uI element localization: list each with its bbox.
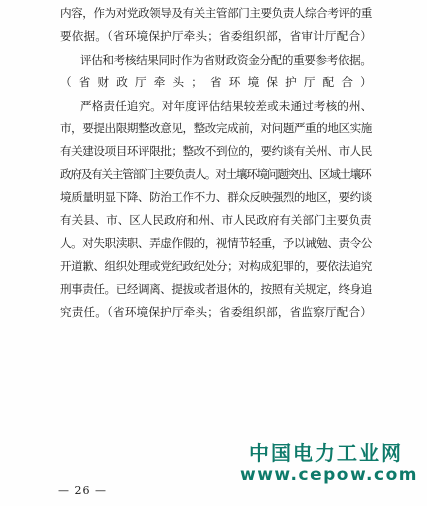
body-text-line: 要依据。（省环境保护厅牵头；省委组织部，省审计厅配合）: [60, 29, 373, 43]
body-text-line: 境质量明显下降、防治工作不力、群众反映强烈的地区，要约谈: [60, 190, 372, 204]
body-text-line: 究责任。（省环境保护厅牵头；省委组织部，省监察厅配合）: [60, 305, 373, 319]
watermark-url: www.cepow.com: [240, 465, 418, 485]
body-text-line: 开道歉、组织处理或党纪政纪处分；对构成犯罪的，要依法追究: [60, 259, 372, 273]
body-text-line: 内容，作为对党政领导及有关主管部门主要负责人综合考评的重: [60, 6, 372, 20]
body-text-line: 人。对失职渎职、弄虚作假的，视情节轻重，予以诫勉、责令公: [60, 236, 372, 250]
body-text-line: 评估和考核结果同时作为省财政资金分配的重要参考依据。: [80, 53, 372, 67]
section-heading-line: 严格责任追究。对年度评估结果较差或未通过考核的州、: [80, 99, 373, 113]
page-number: — 26 —: [58, 484, 107, 497]
body-text-line: 市，要提出限期整改意见，整改完成前，对问题严重的地区实施: [60, 121, 372, 135]
body-text-line: 政府及有关主管部门主要负责人。对土壤环境问题突出、区域土壤环: [60, 167, 371, 181]
body-text-line: 有关县、市、区人民政府和州、市人民政府有关部门主要负责: [60, 213, 372, 227]
body-text-line: （省财政厅牵头；省环境保护厅配合）: [60, 75, 379, 89]
watermark-site-name: 中国电力工业网: [249, 441, 403, 465]
body-text-line: 刑事责任。已经调离、提拔或者退休的，按照有关规定，终身追: [60, 282, 372, 296]
body-text-line: 有关建设项目环评限批；整改不到位的，要约谈有关州、市人民: [60, 144, 372, 158]
